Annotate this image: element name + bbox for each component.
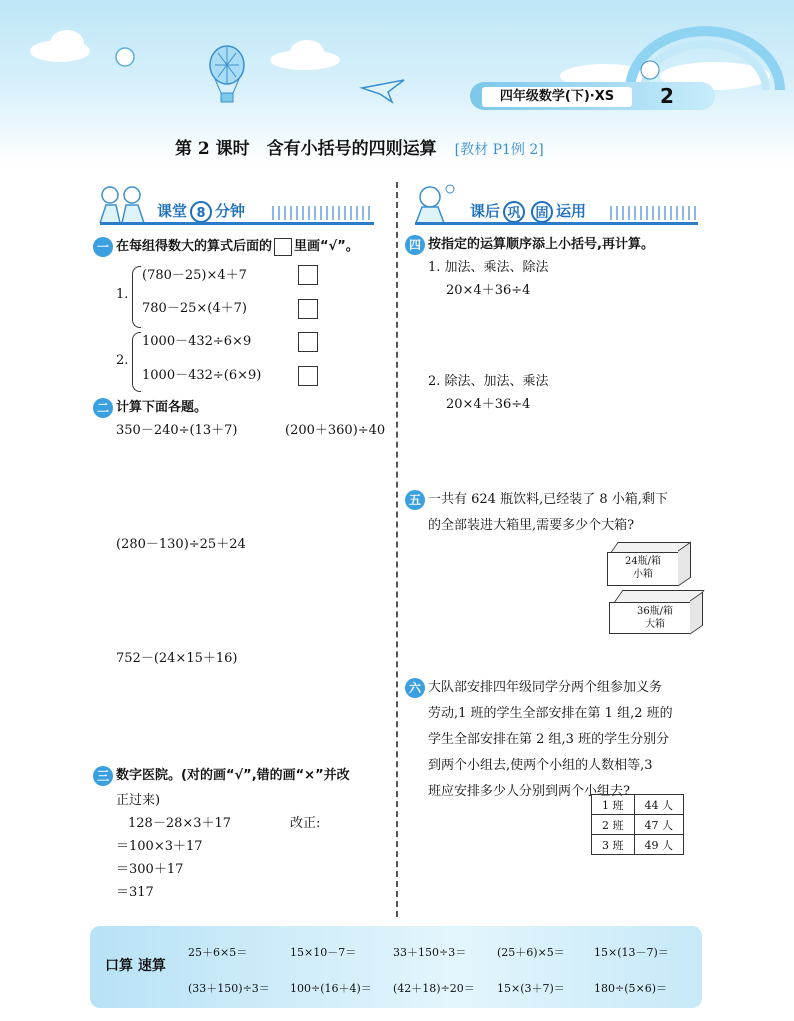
q4-part2-expr: 20×4＋36÷4 <box>446 397 531 412</box>
q6-text <box>428 675 710 805</box>
drill-item: (25＋6)×5＝ <box>497 946 565 959</box>
right-banner-prefix: 课后 <box>470 202 501 220</box>
textbook-reference: [教材 P1例 2] <box>454 142 544 158</box>
q3-text-2: 正过来) <box>116 793 161 808</box>
q1-g1a-answer-box[interactable] <box>298 265 318 285</box>
count-cell: 44 人 <box>634 795 684 815</box>
right-banner-suffix: 运用 <box>556 202 587 220</box>
q1-g1a: (780－25)×4＋7 <box>142 268 247 283</box>
drill-item: 100÷(16＋4)＝ <box>290 982 372 995</box>
q1-group1-label: 1. <box>116 287 129 302</box>
left-banner-suffix: 分钟 <box>215 202 246 220</box>
q6-number: 六 <box>405 678 425 698</box>
q5-line-1: 一共有 624 瓶饮料,已经装了 8 小箱,剩下 <box>428 492 668 507</box>
small-crate-label <box>612 555 674 581</box>
q4-part1-label: 1. 加法、乘法、除法 <box>428 260 549 275</box>
q1-group1-brace <box>132 266 141 328</box>
table-row <box>592 815 684 835</box>
q3-text: 数字医院。(对的画“√”,错的画“×”并改 <box>116 768 350 783</box>
big-crate-capacity: 36瓶/箱 <box>636 606 674 617</box>
q3-line-4: ＝317 <box>116 885 154 900</box>
drill-item: 180÷(5×6)＝ <box>594 982 668 995</box>
oral-arithmetic-label: 口算 速算 <box>105 958 166 974</box>
q1-group2-label: 2. <box>116 353 129 368</box>
q5-line-2: 的全部装进大箱里,需要多少个大箱? <box>428 518 635 533</box>
class-cell: 3 班 <box>592 835 635 855</box>
kids-reading-icon <box>92 183 152 225</box>
q1-g2b-answer-box[interactable] <box>298 366 318 386</box>
page-title <box>175 134 544 159</box>
q1-g2b: 1000－432÷(6×9) <box>142 368 262 383</box>
drill-item: 25＋6×5＝ <box>188 946 248 959</box>
q1-number: 一 <box>93 237 113 257</box>
q1-g1b: 780－25×(4＋7) <box>142 301 247 316</box>
q5-text <box>428 487 710 539</box>
q2-expr-2: (200＋360)÷40 <box>285 423 386 438</box>
q1-inline-box <box>274 238 292 256</box>
q2-expr-4: 752－(24×15＋16) <box>116 651 238 666</box>
drill-item: (33＋150)÷3＝ <box>188 982 270 995</box>
big-crate-label <box>622 605 688 631</box>
q6-line-3: 学生全部安排在第 2 组,3 班的学生分别分 <box>428 732 670 747</box>
drill-item: 15×10－7＝ <box>290 946 357 959</box>
q6-line-4: 到两个小组去,使两个小组的人数相等,3 <box>428 758 653 773</box>
column-divider <box>396 182 398 917</box>
sun-icon <box>110 42 140 72</box>
drill-item: 15×(3＋7)＝ <box>497 982 565 995</box>
hot-air-balloon-icon <box>205 45 249 107</box>
q6-line-5: 班应安排多少人分别到两个小组去? <box>428 784 630 799</box>
table-row <box>592 835 684 855</box>
drill-item: 33＋150÷3＝ <box>393 946 467 959</box>
q3-line-3: ＝300＋17 <box>116 862 184 877</box>
q1-g2a-answer-box[interactable] <box>298 332 318 352</box>
q2-expr-3: (280－130)÷25＋24 <box>116 537 246 552</box>
q6-line-2: 劳动,1 班的学生全部安排在第 1 组,2 班的 <box>428 706 673 721</box>
class-cell: 1 班 <box>592 795 635 815</box>
right-banner-line <box>415 222 698 225</box>
girl-thinking-icon <box>410 183 456 225</box>
count-cell: 49 人 <box>634 835 684 855</box>
q4-part1-expr: 20×4＋36÷4 <box>446 283 531 298</box>
class-table <box>591 794 684 855</box>
right-banner-title <box>470 200 586 223</box>
q2-text: 计算下面各题。 <box>116 400 208 415</box>
page-number: 2 <box>660 84 674 108</box>
right-banner-stripes <box>610 206 698 220</box>
q2-number: 二 <box>93 398 113 418</box>
q1-text-after: 里画“√”。 <box>294 239 359 254</box>
drill-item: (42＋18)÷20＝ <box>393 982 475 995</box>
grade-label: 四年级数学(下)·XS <box>482 87 632 107</box>
count-cell: 47 人 <box>634 815 684 835</box>
left-banner-line <box>100 222 374 225</box>
small-crate-side <box>678 541 691 586</box>
q1-group2-brace <box>132 332 141 392</box>
left-banner-stripes <box>272 206 374 220</box>
right-banner-badge-2: 固 <box>531 201 553 223</box>
plane-icon <box>358 70 408 104</box>
q3-line-1: 128－28×3＋17 <box>128 816 232 831</box>
q4-number: 四 <box>405 235 425 255</box>
drill-item: 15×(13－7)＝ <box>594 946 669 959</box>
q2-expr-1: 350－240÷(13＋7) <box>116 423 238 438</box>
q1-g1b-answer-box[interactable] <box>298 299 318 319</box>
table-row <box>592 795 684 815</box>
lesson-title: 第 2 课时 含有小括号的四则运算 <box>175 139 437 159</box>
left-banner-badge: 8 <box>190 201 212 223</box>
big-crate-name: 大箱 <box>645 619 665 630</box>
big-crate-side <box>690 591 703 634</box>
q4-part2-label: 2. 除法、加法、乘法 <box>428 374 549 389</box>
left-banner-title <box>157 200 245 223</box>
q1-text <box>116 237 359 257</box>
class-cell: 2 班 <box>592 815 635 835</box>
right-banner-badge-1: 巩 <box>503 201 525 223</box>
q3-line-2: ＝100×3＋17 <box>116 839 203 854</box>
q6-line-1: 大队部安排四年级同学分两个组参加义务 <box>428 680 663 695</box>
q1-g2a: 1000－432÷6×9 <box>142 334 252 349</box>
left-banner-prefix: 课堂 <box>157 202 188 220</box>
small-crate-capacity: 24瓶/箱 <box>624 556 662 567</box>
q4-text: 按指定的运算顺序添上小括号,再计算。 <box>428 237 654 252</box>
q3-number: 三 <box>93 766 113 786</box>
small-crate-name: 小箱 <box>633 569 653 580</box>
q5-number: 五 <box>405 490 425 510</box>
q1-text-before: 在每组得数大的算式后面的 <box>116 239 273 254</box>
q3-correct-label: 改正: <box>290 816 321 831</box>
